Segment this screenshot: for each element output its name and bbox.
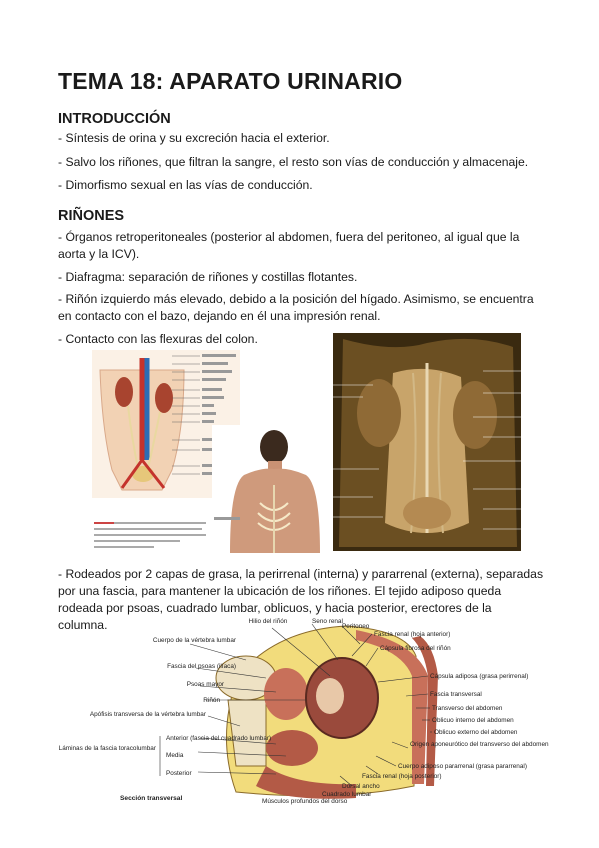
- label-lamina-anterior: Anterior (fascia del cuadrado lumbar): [166, 735, 272, 742]
- label-hilum: Hilio del riñón: [248, 618, 288, 625]
- page-title: TEMA 18: APARATO URINARIO: [58, 68, 403, 94]
- label-external-oblique: Oblicuo externo del abdomen: [434, 729, 518, 736]
- label-kidney: Riñón: [203, 697, 220, 704]
- label-deep-back-muscles: Músculos profundos del dorso: [262, 798, 348, 805]
- fat-layers-paragraph: - Rodeados por 2 capas de grasa, la perirrenal (interna) y pararrenal (externa), separadas por una fascia, para mantener la ubicación de los riñones. El tejido adiposo queda rodeada por psoas, cuadrado lumbar, oblicuos, y hacia posterior, erectores de la columna.: [58, 567, 544, 632]
- figure-caption: Sección transversal: [120, 795, 183, 802]
- kidneys-item-4: - Contacto con las flexuras del colon.: [58, 332, 258, 346]
- label-lamina-media: Media: [166, 752, 184, 759]
- label-quadratus-lumborum: Cuadrado lumbar: [322, 791, 372, 798]
- posterior-body-figure: [212, 425, 324, 553]
- dissection-photo: [333, 333, 521, 551]
- label-adipose-capsule: Cápsula adiposa (grasa perirrenal): [430, 673, 529, 680]
- label-peritoneum: Peritoneo: [342, 623, 370, 630]
- label-laminae-group: Láminas de la fascia toracolumbar: [58, 745, 156, 752]
- label-psoas-fascia: Fascia del psoas (ilíaca): [167, 663, 236, 670]
- intro-item-1: - Síntesis de orina y su excreción hacia el exterior.: [58, 131, 330, 145]
- diagram-caption-block: [92, 500, 210, 552]
- label-renal-fascia-posterior: Fascia renal (hoja posterior): [362, 773, 442, 780]
- kidneys-heading: RIÑONES: [58, 208, 125, 224]
- label-latissimus-dorsi: Dorsal ancho: [342, 783, 380, 790]
- intro-item-3: - Dimorfismo sexual en las vías de conducción.: [58, 178, 313, 192]
- label-fibrous-capsule: Cápsula fibrosa del riñón: [380, 645, 451, 652]
- label-internal-oblique: Oblicuo interno del abdomen: [432, 717, 514, 724]
- label-lamina-posterior: Posterior: [166, 770, 192, 777]
- transverse-section-figure: [58, 616, 549, 805]
- label-transversus-abdominis: Transverso del abdomen: [432, 705, 503, 712]
- label-transversal-fascia: Fascia transversal: [430, 691, 482, 698]
- kidneys-item-2: - Diafragma: separación de riñones y costillas flotantes.: [58, 270, 358, 284]
- kidneys-item-3: - Riñón izquierdo más elevado, debido a la posición del hígado. Asimismo, se encuentra en contacto con el bazo, dejando en él una impresión renal.: [58, 292, 534, 323]
- label-pararenal-fat: Cuerpo adiposo pararrenal (grasa pararrenal): [398, 763, 527, 770]
- label-renal-fascia-anterior: Fascia renal (hoja anterior): [374, 631, 451, 638]
- label-aponeurotic-origin: Origen aponeurótico del transverso del abdomen: [410, 741, 549, 748]
- label-vertebra-body: Cuerpo de la vértebra lumbar: [152, 637, 236, 644]
- intro-heading: INTRODUCCIÓN: [58, 111, 171, 127]
- intro-item-2: - Salvo los riñones, que filtran la sangre, el resto son vías de conducción y almacenaje.: [58, 155, 529, 169]
- label-transverse-process: Apófisis transversa de la vértebra lumbar: [89, 711, 206, 718]
- kidneys-item-1: - Órganos retroperitoneales (posterior al abdomen, fuera del peritoneo, al igual que la aorta y la ICV).: [58, 230, 520, 261]
- label-renal-sinus: Seno renal: [312, 618, 343, 625]
- label-psoas-major: Psoas mayor: [186, 681, 224, 688]
